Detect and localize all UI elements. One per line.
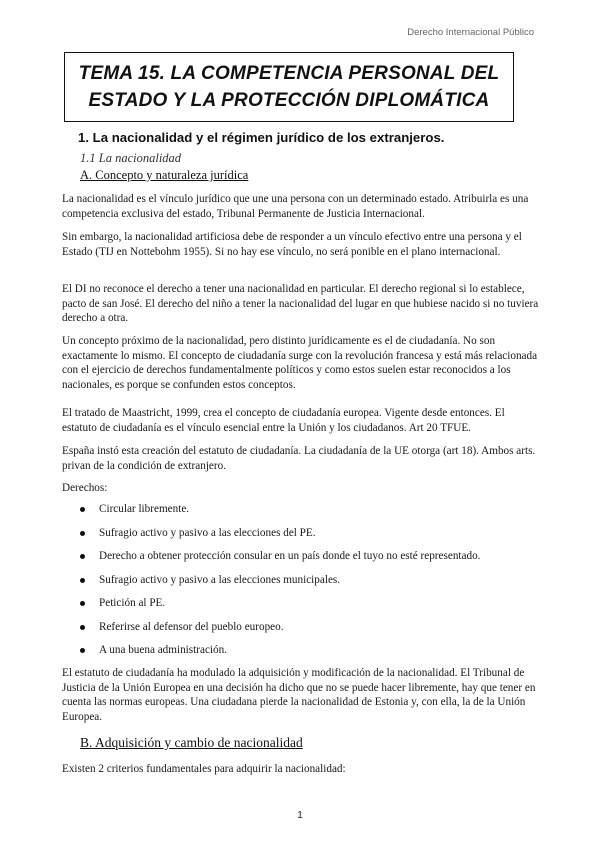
list-item: [80, 616, 480, 640]
bullet-icon: [80, 601, 85, 606]
paragraph: El tratado de Maastricht, 1999, crea el concepto de ciudadanía europea. Vigente desde entonces. El estatuto de ciudadanía es el vínculo esencial entre la Unión y los ciudadanos. Art 20 TFUE.: [62, 407, 505, 434]
subsection-b-heading: B. Adquisición y cambio de nacionalidad: [80, 735, 303, 750]
list-item-text: Referirse al defensor del pueblo europeo.: [99, 620, 284, 633]
list-item-text: A una buena administración.: [99, 644, 228, 656]
bullet-icon: [80, 507, 85, 512]
rights-label: Derechos:: [62, 482, 108, 494]
list-item-text: Circular libremente.: [99, 503, 190, 515]
paragraph: El estatuto de ciudadanía ha modulado la adquisición y modificación de la nacionalidad. El Tribunal de Justicia de la Unión Europea en una decisión ha dicho que no se puede hacer libremente, hay que tener en cuenta las normas europeas. Una ciudadana pierde la nacionalidad de Estonia y, con ella, la de la Unión Europea.: [62, 667, 536, 723]
list-item-text: Petición al PE.: [99, 597, 166, 609]
paragraph: Sin embargo, la nacionalidad artificiosa debe de responder a un vínculo efectivo entre una persona y el Estado (TIJ en Nottebohm 1955). Si no hay ese vínculo, no será ponible en el plano internacional.: [62, 231, 522, 258]
bullet-icon: [80, 531, 85, 536]
list-item: [80, 545, 480, 569]
list-item-text: Sufragio activo y pasivo a las elecciones del PE.: [99, 526, 316, 539]
section-heading: 1. La nacionalidad y el régimen jurídico de los extranjeros.: [78, 130, 445, 145]
list-item: [80, 522, 480, 546]
bullet-icon: [80, 648, 85, 653]
list-item-text: Sufragio activo y pasivo a las elecciones municipales.: [99, 573, 341, 586]
paragraph: Un concepto próximo de la nacionalidad, pero distinto jurídicamente es el de ciudadanía. No son exactamente lo mismo. El concepto de ciudadanía surge con la revolución francesa y está más relacionada con el ejercicio de derechos fundamentalmente políticos y como estos suelen estar reconocidos a los nacionales, es porque se confunden estos conceptos.: [62, 335, 538, 391]
page-number: 1: [297, 810, 303, 821]
paragraph: Existen 2 criterios fundamentales para adquirir la nacionalidad:: [62, 763, 346, 775]
paragraph: La nacionalidad es el vínculo jurídico que une una persona con un determinado estado. Atribuirla es una competencia exclusiva del estado, Tribunal Permanente de Justicia Internacional.: [62, 193, 529, 220]
list-item: [80, 639, 480, 663]
subsection-a-heading: A. Concepto y naturaleza jurídica: [80, 168, 249, 182]
rights-list: [80, 498, 480, 663]
list-item: [80, 498, 480, 522]
list-item: [80, 592, 480, 616]
list-item-text: Derecho a obtener protección consular en un país donde el tuyo no esté representado.: [99, 550, 481, 562]
paragraph: España instó esta creación del estatuto de ciudadanía. La ciudadanía de la UE otorga (art 18). Ambos arts. privan de la condición de extranjero.: [62, 445, 536, 472]
bullet-icon: [80, 625, 85, 630]
list-item: [80, 569, 480, 593]
paragraph: El DI no reconoce el derecho a tener una nacionalidad en particular. El derecho regional si lo establece, pacto de san José. El derecho del niño a tener la nacionalidad del lugar en que hubiese nacido si no tuviera derecho a otra.: [62, 283, 539, 325]
bullet-icon: [80, 554, 85, 559]
subsection-heading: 1.1 La nacionalidad: [80, 151, 182, 165]
chapter-title-line-1: TEMA 15. LA COMPETENCIA PERSONAL DEL: [78, 63, 500, 84]
chapter-title-box: [64, 52, 514, 122]
chapter-title-line-2: ESTADO Y LA PROTECCIÓN DIPLOMÁTICA: [88, 90, 490, 111]
bullet-icon: [80, 578, 85, 583]
running-header: Derecho Internacional Público: [407, 27, 534, 38]
